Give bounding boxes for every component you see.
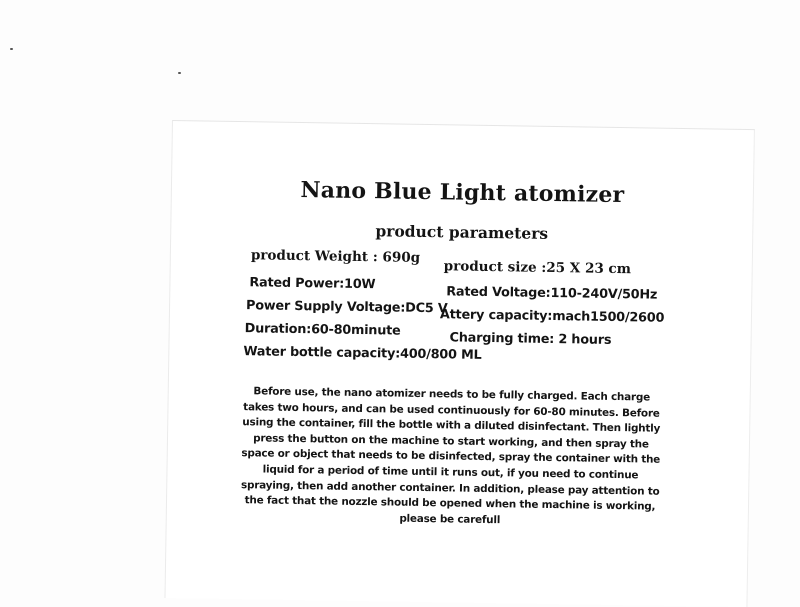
param-supply-voltage: Power Supply Voltage:DC5 V [245, 298, 448, 317]
scan-speck [178, 72, 181, 74]
document-title: Nano Blue Light atomizer [300, 177, 625, 209]
document-subtitle: product parameters [375, 221, 549, 243]
param-duration: Duration:60-80minute [244, 321, 401, 339]
param-rated-voltage: Rated Voltage:110-240V/50Hz [446, 284, 658, 303]
scan-speck [10, 48, 13, 50]
param-weight: product Weight : 690g [250, 247, 421, 266]
usage-instructions: Before use, the nano atomizer needs to be fully charged. Each charge takes two hours, and can be used continuously for 60-80 minutes. Before using the container, fill the bottle with a diluted disinfectant. Then lightly press the button on the machine to start working, and then spray the space or object that needs to be disinfected, spray the container with the liquid for a period of time until it runs out, if you need to continue spraying, then add another container. In addition, please pay attention to the fact that the nozzle should be opened when the machine is working, please be carefull [240, 385, 661, 526]
document-sheet [164, 120, 754, 607]
param-battery-capacity: Attery capacity:mach1500/2600 [439, 307, 665, 326]
param-charging-time: Charging time: 2 hours [449, 330, 612, 348]
param-bottle-capacity: Water bottle capacity:400/800 ML [243, 344, 482, 363]
param-size: product size :25 X 23 cm [443, 258, 632, 278]
param-rated-power: Rated Power:10W [249, 275, 376, 293]
